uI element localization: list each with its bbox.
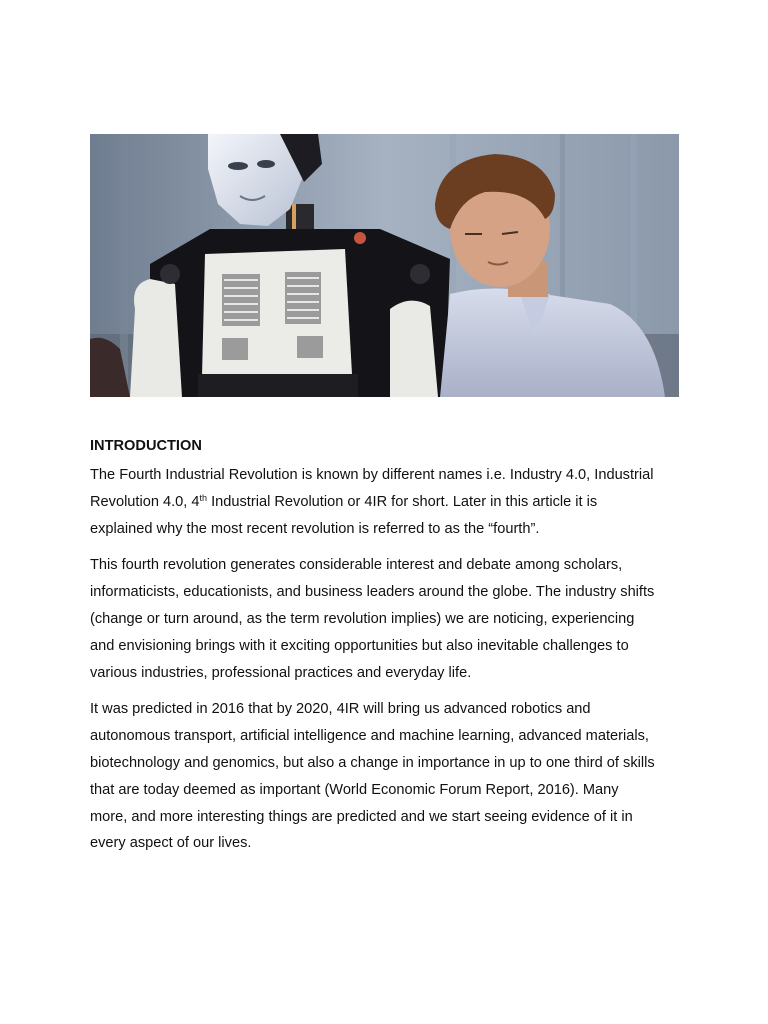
paragraph-text: Revolution 4.0, 4 [90, 493, 200, 510]
paragraph-3 [90, 696, 690, 857]
paragraph-line [90, 489, 690, 516]
paragraph-text: Industrial Revolution or 4IR for short. Later in this article it is [207, 493, 598, 510]
superscript: th [199, 492, 208, 503]
paragraph-line: autonomous transport, artificial intelligence and machine learning, advanced materials, [90, 728, 649, 745]
paragraph-line: informaticists, educationists, and business leaders around the globe. The industry shifts [90, 584, 655, 601]
paragraph-line: and envisioning brings with it exciting opportunities but also inevitable challenges to [90, 637, 629, 654]
paragraph-line: more, and more interesting things are predicted and we start seeing evidence of it in [90, 808, 633, 825]
paragraph-1 [90, 462, 690, 542]
paragraph-line: (change or turn around, as the term revolution implies) we are noticing, experiencing [90, 610, 635, 627]
paragraph-line: that are today deemed as important (World Economic Forum Report, 2016). Many [90, 781, 619, 798]
paragraph-line: It was predicted in 2016 that by 2020, 4IR will bring us advanced robotics and [90, 701, 591, 718]
paragraph-line: every aspect of our lives. [90, 835, 252, 852]
article-body [90, 436, 690, 867]
paragraph-line: The Fourth Industrial Revolution is known by different names i.e. Industry 4.0, Industrial [90, 467, 654, 483]
paragraph-line: various industries, professional practices and everyday life. [90, 664, 472, 681]
paragraph-line: This fourth revolution generates considerable interest and debate among scholars, [90, 557, 623, 574]
paragraph-line: explained why the most recent revolution is referred to as the “fourth”. [90, 520, 540, 537]
hero-photo [90, 134, 679, 397]
paragraph-line: biotechnology and genomics, but also a change in importance in up to one third of skills [90, 754, 655, 771]
paragraph-2 [90, 552, 690, 686]
robot-and-man-photo-icon [90, 134, 679, 397]
section-heading: INTRODUCTION [90, 438, 202, 454]
